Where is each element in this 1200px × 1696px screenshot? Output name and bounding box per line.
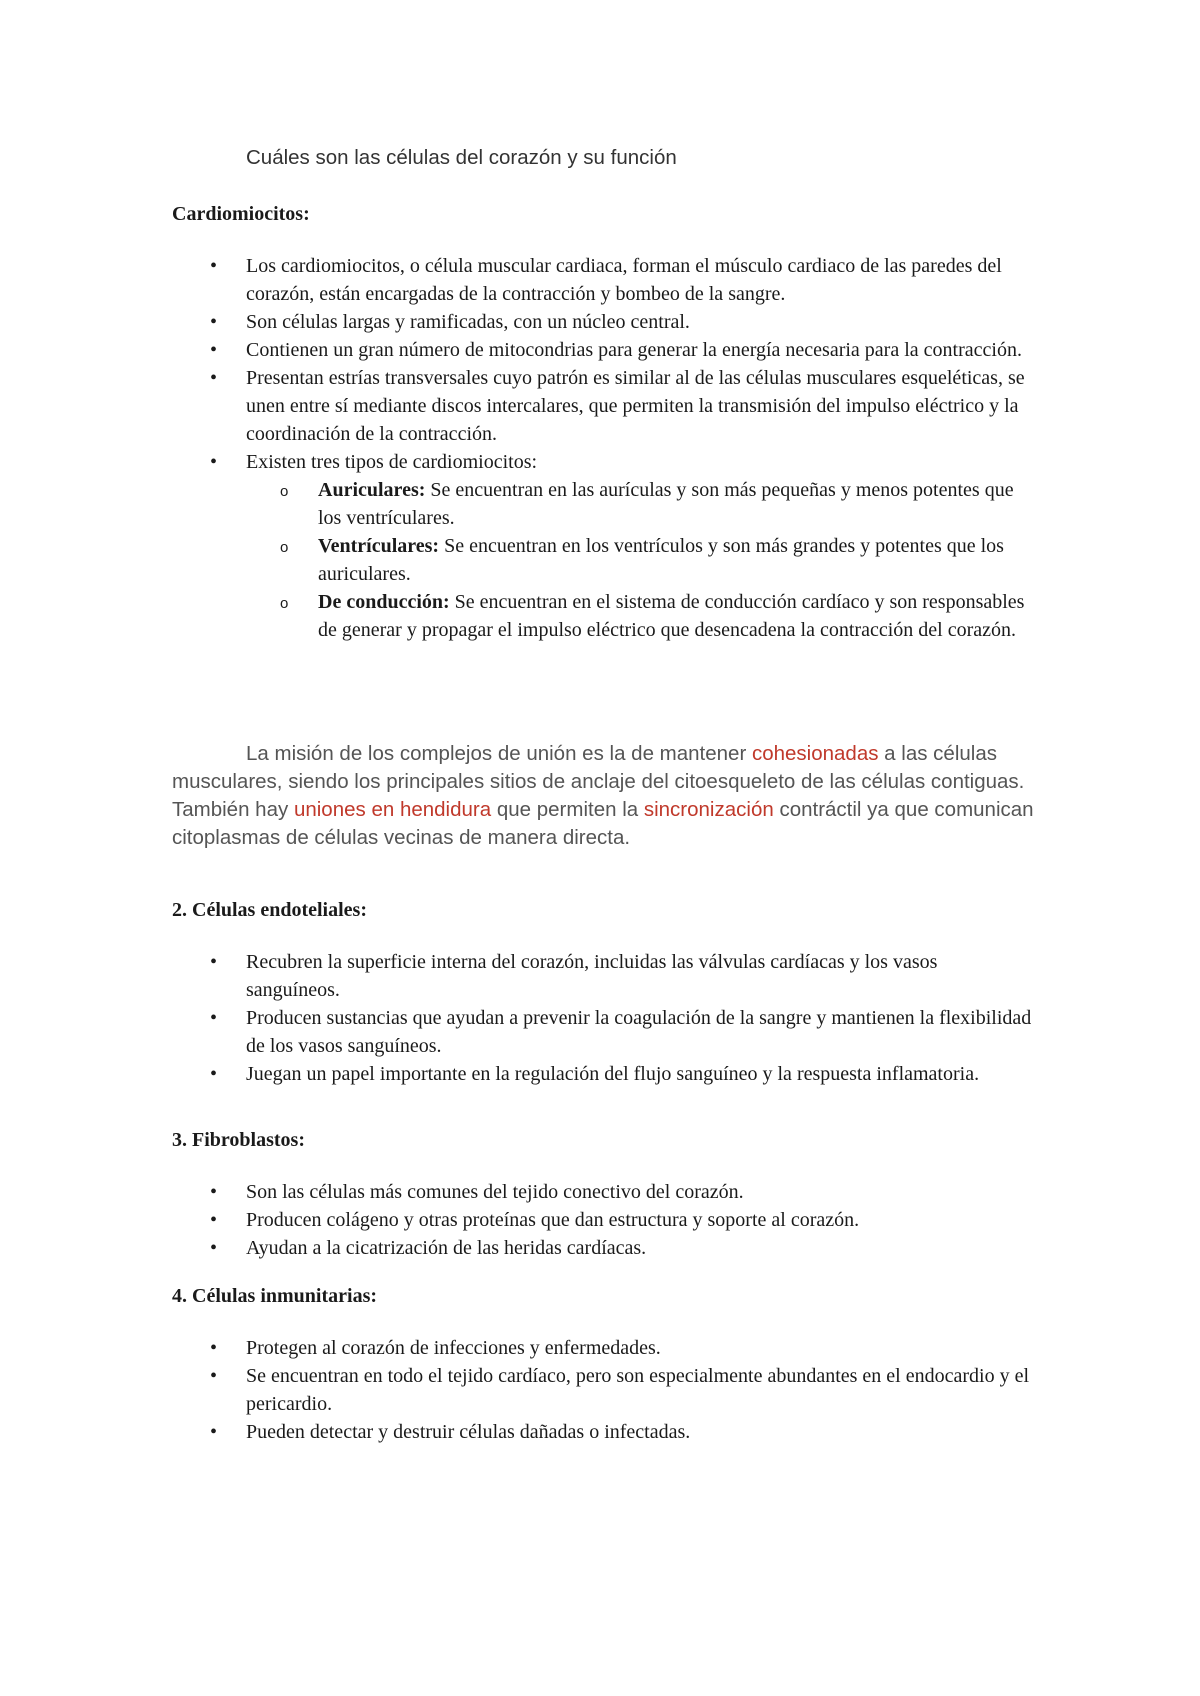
list-item-text: Existen tres tipos de cardiomiocitos: [246, 451, 538, 473]
list-item: • Pueden detectar y destruir células dañadas o infectadas. [172, 1418, 1032, 1446]
section-heading-cardiomiocitos: Cardiomiocitos: [172, 203, 310, 225]
sub-item-text: Se encuentran en las aurículas y son más pequeñas y menos potentes que los ventrículares. [318, 479, 1014, 529]
sub-item-term: Ventrículares: [318, 535, 440, 557]
paragraph-text: a las células musculares, siendo los principales sitios de anclaje del citoesqueleto de las células contiguas. También hay [172, 742, 1025, 821]
fibroblastos-list [172, 1178, 1032, 1262]
sub-list-item [246, 476, 1032, 532]
cardiomiocito-types-list [246, 476, 1032, 644]
section-heading-inmunitarias: 4. Células inmunitarias: [172, 1285, 378, 1307]
list-item: • Producen sustancias que ayudan a prevenir la coagulación de la sangre y mantienen la flexibilidad de los vasos sanguíneos. [172, 1004, 1032, 1060]
list-item: • Ayudan a la cicatrización de las heridas cardíacas. [172, 1234, 1032, 1262]
section-heading-fibroblastos: 3. Fibroblastos: [172, 1129, 305, 1151]
cardiomiocitos-list [172, 252, 1032, 644]
list-item: • Producen colágeno y otras proteínas que dan estructura y soporte al corazón. [172, 1206, 1032, 1234]
list-item: • Los cardiomiocitos, o célula muscular cardiaca, forman el músculo cardiaco de las paredes del corazón, están encargadas de la contracción y bombeo de la sangre. [172, 252, 1032, 308]
sub-item-text: Se encuentran en el sistema de conducción cardíaco y son responsables de generar y propagar el impulso eléctrico que desencadena la contracción del corazón. [318, 591, 1025, 641]
link-cohesionadas[interactable]: cohesionadas [751, 742, 879, 765]
complexes-paragraph [172, 740, 1052, 852]
list-item: • Recubren la superficie interna del corazón, incluidas las válvulas cardíacas y los vasos sanguíneos. [172, 948, 1032, 1004]
link-uniones-en-hendidura[interactable]: uniones en hendidura [293, 798, 492, 821]
sub-list-item [246, 588, 1032, 644]
list-item: • Se encuentran en todo el tejido cardíaco, pero son especialmente abundantes en el endocardio y el pericardio. [172, 1362, 1032, 1418]
paragraph-text: La misión de los complejos de unión es la de mantener [246, 742, 752, 765]
endoteliales-list [172, 948, 1032, 1088]
inmunitarias-list [172, 1334, 1032, 1446]
list-item: • Presentan estrías transversales cuyo patrón es similar al de las células musculares esqueléticas, se unen entre sí mediante discos intercalares, que permiten la transmisión del impulso eléctrico y la coordinación de la contracción. [172, 364, 1032, 448]
section-heading-endoteliales: 2. Células endoteliales: [172, 899, 367, 921]
paragraph-text: contráctil ya que comunican citoplasmas de células vecinas de manera directa. [172, 798, 1034, 849]
sub-list-item [246, 532, 1032, 588]
list-item: • Juegan un papel importante en la regulación del flujo sanguíneo y la respuesta inflamatoria. [172, 1060, 1032, 1088]
list-item: • Son las células más comunes del tejido conectivo del corazón. [172, 1178, 1032, 1206]
paragraph-text: que permiten la [491, 798, 644, 821]
sub-item-term: De conducción: [318, 591, 450, 613]
list-item: • Protegen al corazón de infecciones y enfermedades. [172, 1334, 1032, 1362]
list-item: • Contienen un gran número de mitocondrias para generar la energía necesaria para la contracción. [172, 336, 1032, 364]
sub-item-text: Se encuentran en los ventrículos y son más grandes y potentes que los auriculares. [318, 535, 1004, 585]
document-title: Cuáles son las células del corazón y su función [246, 146, 677, 169]
list-item: • Son células largas y ramificadas, con un núcleo central. [172, 308, 1032, 336]
list-item-types [172, 448, 1032, 644]
link-sincronizacion[interactable]: sincronización [643, 798, 774, 821]
sub-item-term: Auriculares: [318, 479, 426, 501]
